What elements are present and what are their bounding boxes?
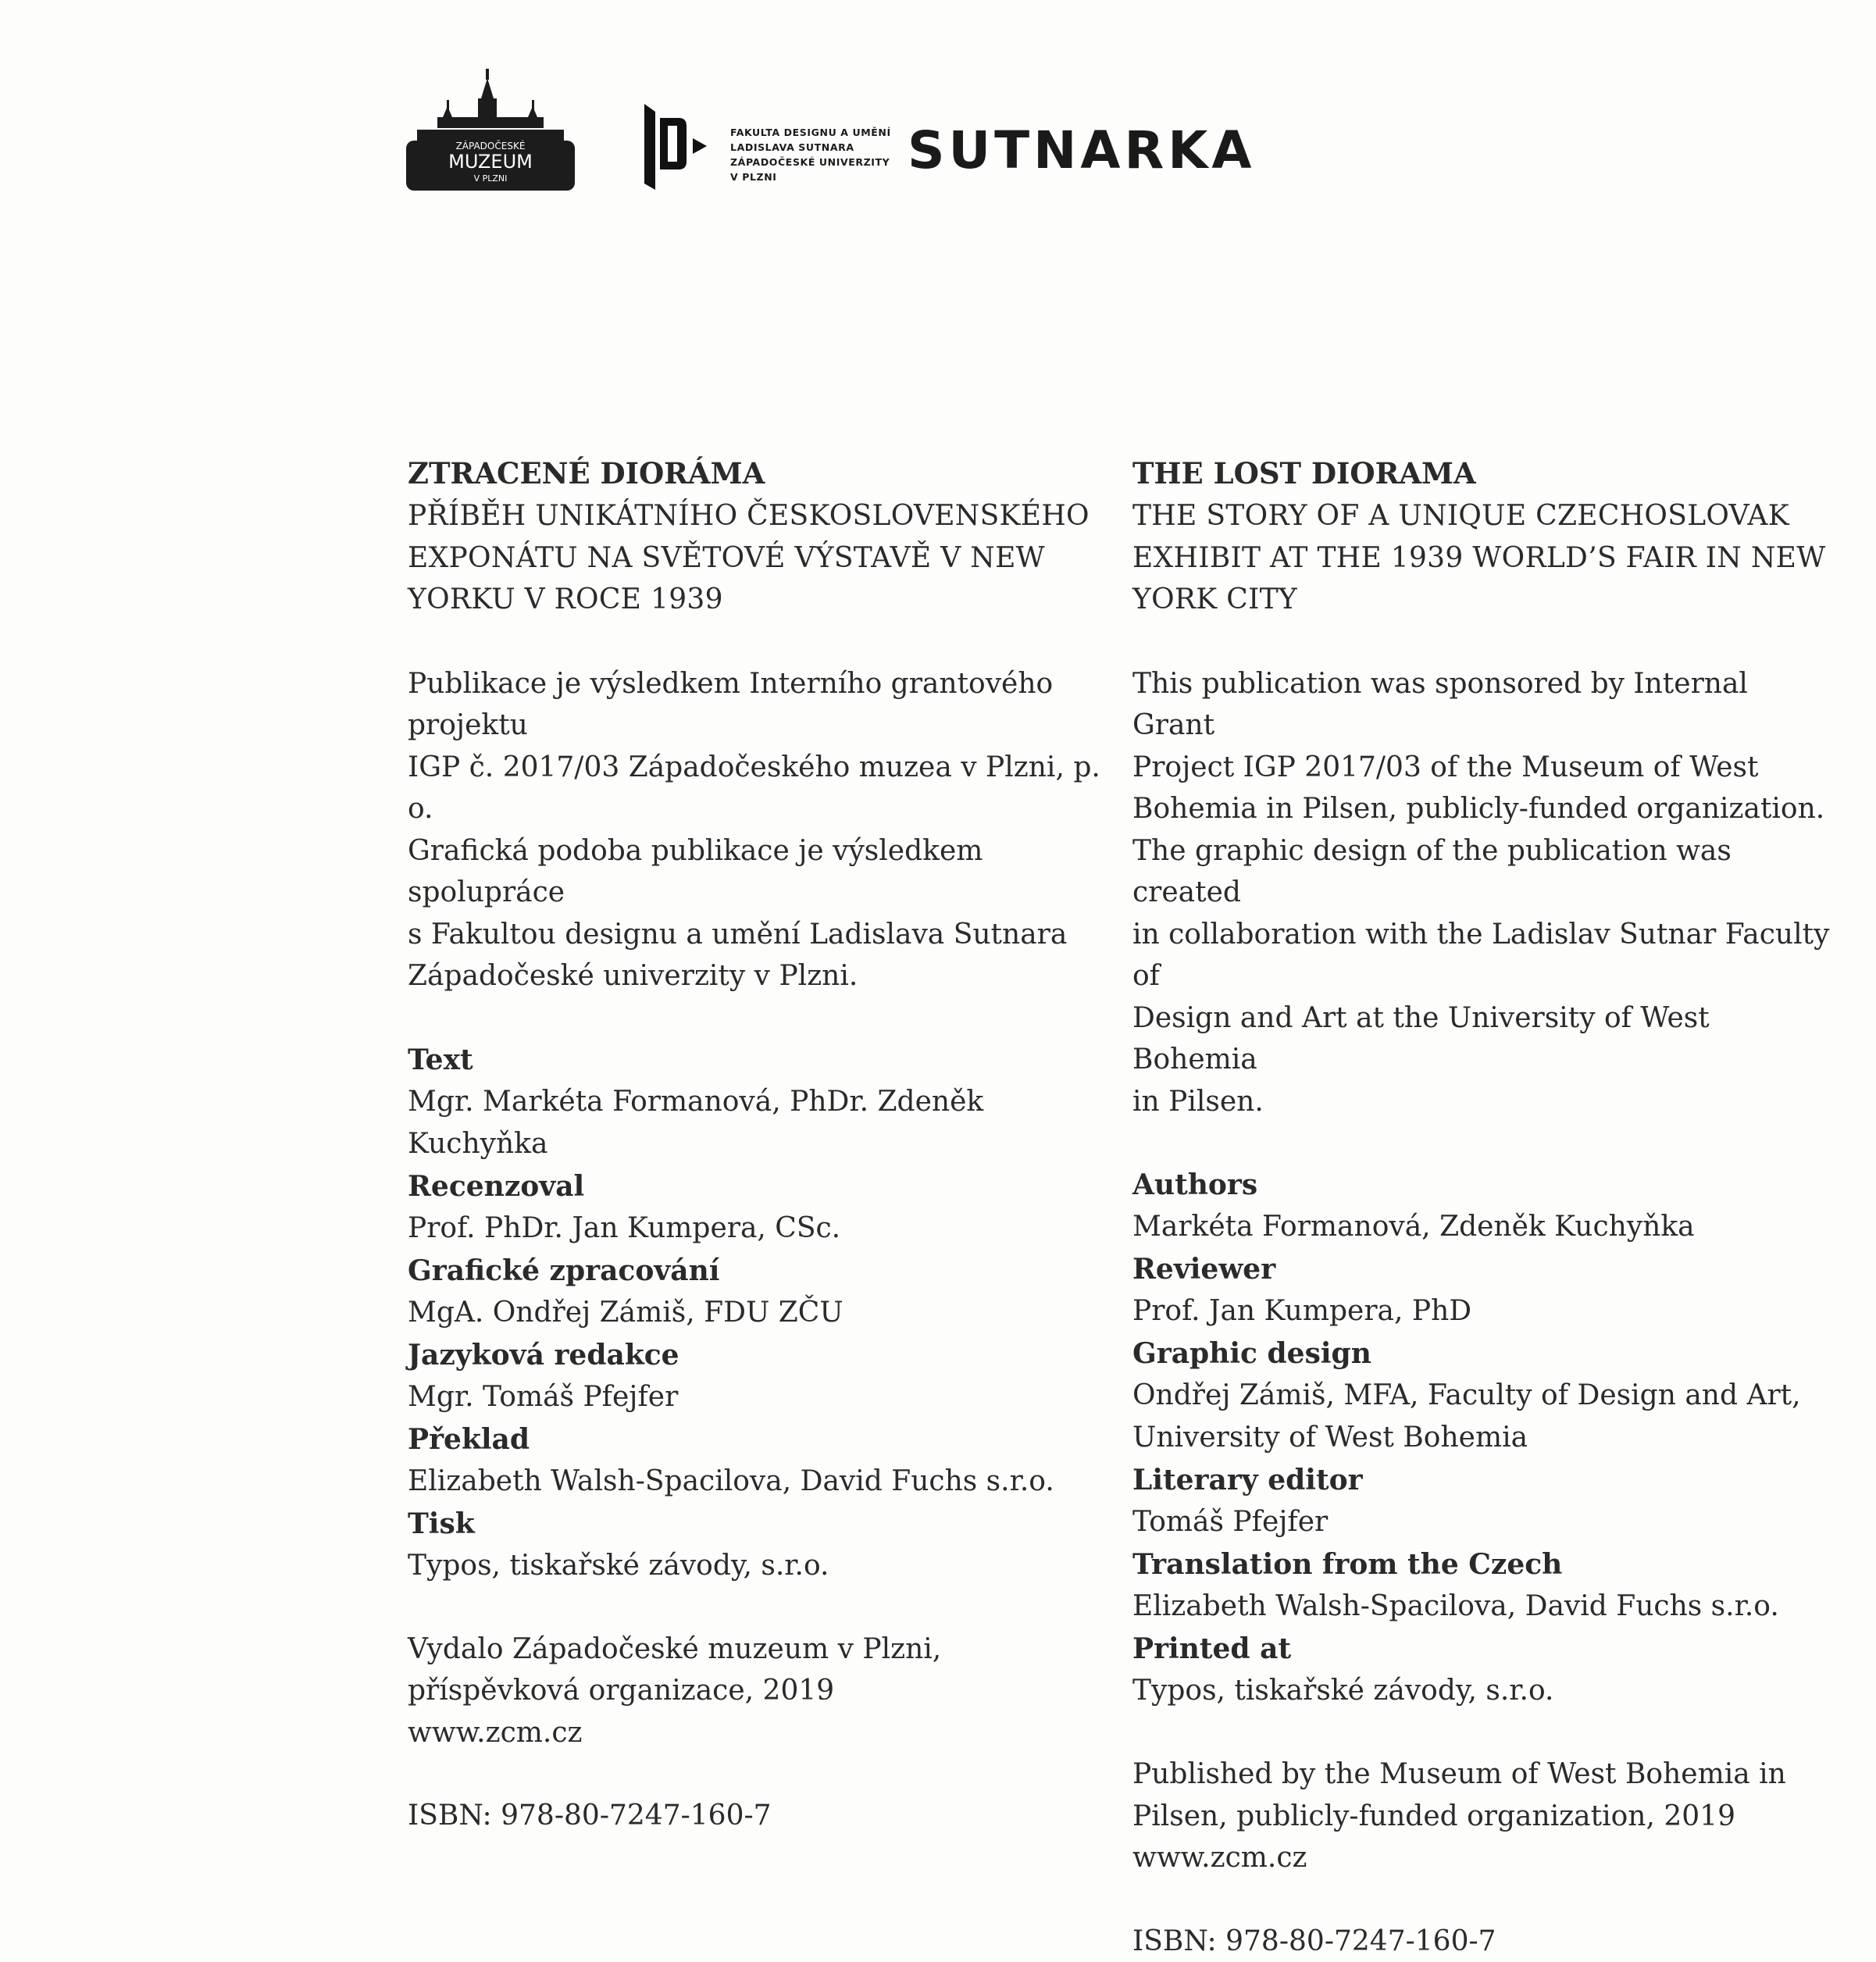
credit-label: Reviewer [1132, 1248, 1835, 1290]
credit-value: Prof. Jan Kumpera, PhD [1132, 1290, 1835, 1332]
english-intro-line: Design and Art at the University of West Bohemia [1132, 997, 1835, 1081]
credit-label: Translation from the Czech [1132, 1543, 1835, 1586]
czech-intro-line: Grafická podoba publikace je výsledkem spolupráce [408, 830, 1111, 914]
credit-label: Graphic design [1132, 1332, 1835, 1375]
sutnarka-wordmark: SUTNARKA [908, 125, 1256, 177]
english-intro-line: Bohemia in Pilsen, publicly-funded organization. [1132, 788, 1835, 830]
english-intro-line: in collaboration with the Ladislav Sutnar Faculty of [1132, 914, 1835, 997]
english-subtitle-line: EXHIBIT AT THE 1939 WORLD’S FAIR IN NEW [1132, 537, 1835, 580]
museum-logo-line3: V PLZNI [474, 173, 508, 184]
credit-value: University of West Bohemia [1132, 1417, 1835, 1459]
credit-value: Typos, tiskařské závody, s.r.o. [1132, 1670, 1835, 1712]
english-subtitle-line: THE STORY OF A UNIQUE CZECHOSLOVAK [1132, 495, 1835, 537]
credit-label: Tisk [408, 1503, 1111, 1545]
english-intro-line: The graphic design of the publication was created [1132, 830, 1835, 914]
museum-logo-line1: ZÁPADOČESKÉ [456, 140, 526, 152]
english-intro-line: in Pilsen. [1132, 1081, 1835, 1123]
logo-bar [406, 69, 1218, 202]
credit-label: Grafické zpracování [408, 1250, 1111, 1292]
faculty-line: ZÁPADOČESKÉ UNIVERZITY [730, 155, 910, 169]
english-publisher-line: Published by the Museum of West Bohemia in [1132, 1753, 1835, 1796]
english-intro-line: Project IGP 2017/03 of the Museum of West [1132, 747, 1835, 789]
english-title: THE LOST DIORAMA [1132, 451, 1835, 495]
czech-publisher-url: www.zcm.cz [408, 1712, 1111, 1754]
czech-credits [408, 1039, 1111, 1587]
credit-value: Markéta Formanová, Zdeněk Kuchyňka [1132, 1206, 1835, 1248]
credit-label: Authors [1132, 1164, 1835, 1206]
czech-subtitle-line: PŘÍBĚH UNIKÁTNÍHO ČESKOSLOVENSKÉHO [408, 495, 1111, 537]
english-credits [1132, 1164, 1835, 1712]
museum-logo-line2: MUZEUM [448, 151, 533, 173]
faculty-line: V PLZNI [730, 169, 910, 184]
czech-title: ZTRACENÉ DIORÁMA [408, 451, 1111, 495]
czech-intro-line: Publikace je výsledkem Interního grantového projektu [408, 663, 1111, 747]
czech-intro-line: IGP č. 2017/03 Západočeského muzea v Plzni, p. o. [408, 747, 1111, 830]
credit-value: Tomáš Pfejfer [1132, 1501, 1835, 1543]
credit-label: Text [408, 1039, 1111, 1081]
czech-subtitle-line: YORKU V ROCE 1939 [408, 579, 1111, 621]
english-publisher-url: www.zcm.cz [1132, 1837, 1835, 1879]
czech-intro-line: Západočeské univerzity v Plzni. [408, 955, 1111, 997]
credit-value: Elizabeth Walsh-Spacilova, David Fuchs s.r.o. [408, 1461, 1111, 1503]
credit-label: Printed at [1132, 1628, 1835, 1670]
english-isbn: ISBN: 978-80-7247-160-7 [1132, 1921, 1835, 1962]
faculty-logo-icon [644, 104, 707, 190]
credit-value: Mgr. Tomáš Pfejfer [408, 1376, 1111, 1418]
czech-subtitle-line: EXPONÁTU NA SVĚTOVÉ VÝSTAVĚ V NEW [408, 537, 1111, 580]
english-column [1132, 451, 1835, 1962]
english-intro-line: This publication was sponsored by Internal Grant [1132, 663, 1835, 747]
faculty-name [730, 125, 910, 184]
credit-label: Překlad [408, 1418, 1111, 1461]
czech-isbn: ISBN: 978-80-7247-160-7 [408, 1795, 1111, 1837]
credit-value: Elizabeth Walsh-Spacilova, David Fuchs s.r.o. [1132, 1586, 1835, 1628]
museum-logo-icon [406, 69, 575, 194]
credit-label: Literary editor [1132, 1459, 1835, 1501]
czech-publisher-line: Vydalo Západočeské muzeum v Plzni, [408, 1628, 1111, 1671]
credit-value: Ondřej Zámiš, MFA, Faculty of Design and Art, [1132, 1375, 1835, 1417]
faculty-line: LADISLAVA SUTNARA [730, 140, 910, 155]
czech-intro-line: s Fakultou designu a umění Ladislava Sutnara [408, 914, 1111, 956]
credit-value: Mgr. Markéta Formanová, PhDr. Zdeněk Kuchyňka [408, 1081, 1111, 1165]
credit-label: Recenzoval [408, 1165, 1111, 1208]
credit-value: Typos, tiskařské závody, s.r.o. [408, 1545, 1111, 1587]
credit-value: MgA. Ondřej Zámiš, FDU ZČU [408, 1292, 1111, 1334]
credit-value: Prof. PhDr. Jan Kumpera, CSc. [408, 1208, 1111, 1250]
czech-column [408, 451, 1111, 1837]
czech-publisher-line: příspěvková organizace, 2019 [408, 1670, 1111, 1712]
english-publisher-line: Pilsen, publicly-funded organization, 2019 [1132, 1796, 1835, 1838]
credit-label: Jazyková redakce [408, 1334, 1111, 1376]
faculty-line: FAKULTA DESIGNU A UMĚNÍ [730, 125, 910, 140]
english-subtitle-line: YORK CITY [1132, 579, 1835, 621]
